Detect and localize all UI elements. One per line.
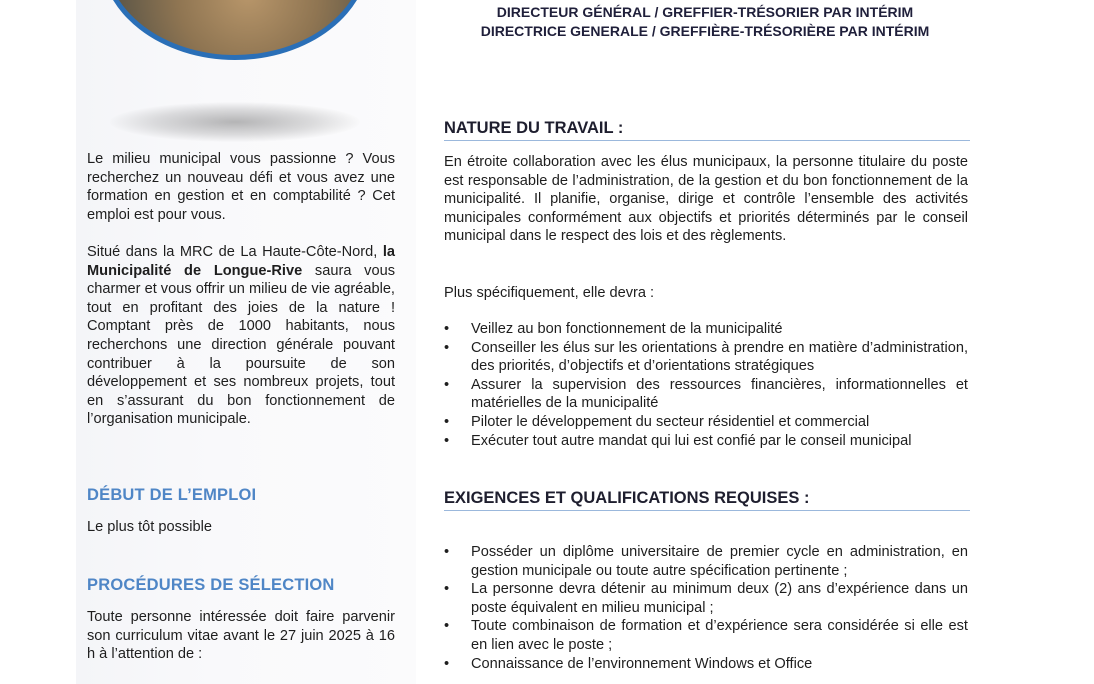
bullet-icon: •	[444, 321, 450, 337]
list-item: • Connaissance de l’environnement Windows et Office	[444, 655, 813, 672]
list-item: • Piloter le développement du secteur résidentiel et commercial	[444, 413, 870, 430]
start-date-text: Le plus tôt possible	[87, 519, 212, 535]
list-item: • Assurer la supervision des ressources financières, informationnelles et matérielles de la municipalité	[444, 376, 968, 412]
list-item: • Toute combinaison de formation et d’expérience sera considérée si elle est en lien avec le poste ;	[444, 618, 968, 653]
nature-paragraph: En étroite collaboration avec les élus municipaux, la personne titulaire du poste est responsable de l’administration, de la gestion et du bon fonctionnement de la municipalité. Il planifie, organise, dirige et contrôle l’ensemble des activités municipales conformément aux objectifs et priorités déterminés par le conseil municipal dans le respect des lois et des règlements.	[444, 154, 968, 245]
bullet-icon: •	[444, 544, 450, 560]
nature-lead: Plus spécifiquement, elle devra :	[444, 285, 655, 301]
location-text-end: saura vous charmer et vous offrir un milieu de vie agréable, tout en profitant des joies de la nature ! Comptant près de 1000 habitants, nous recherchons une direction générale pouvant contribuer à la poursuite de son développement et ses nombreux projets, tout en s’assurant du bon fonctionnement de l’organisation municipale.	[87, 262, 395, 428]
duties-list	[444, 320, 968, 450]
sidebar-location	[87, 243, 395, 429]
job-title-masculine: DIRECTEUR GÉNÉRAL / GREFFIER-TRÉSORIER PAR INTÉRIM	[496, 4, 914, 20]
job-title-header	[440, 3, 970, 41]
photo-shadow	[110, 102, 360, 142]
location-text-start: Situé dans la MRC de La Haute-Côte-Nord,	[87, 244, 383, 260]
bullet-icon: •	[444, 618, 450, 635]
nature-section-title: NATURE DU TRAVAIL :	[444, 119, 970, 141]
requirements-list	[444, 543, 968, 673]
bullet-icon: •	[444, 432, 450, 449]
sidebar-intro: Le milieu municipal vous passionne ? Vous recherchez un nouveau défi et vous avez une formation en gestion et en comptabilité ? Cet emploi est pour vous.	[87, 151, 395, 223]
list-item: • Veillez au bon fonctionnement de la municipalité	[444, 321, 783, 337]
selection-procedures-heading: PROCÉDURES DE SÉLECTION	[87, 576, 335, 594]
bullet-icon: •	[444, 581, 450, 598]
list-item: • Posséder un diplôme universitaire de premier cycle en administration, en gestion municipale ou toute autre spécification pertinente ;	[444, 544, 968, 579]
list-item: • La personne devra détenir au minimum deux (2) ans d’expérience dans un poste équivalent en milieu municipal ;	[444, 581, 968, 616]
bullet-icon: •	[444, 376, 450, 393]
list-item: • Conseiller les élus sur les orientations à prendre en matière d’administration, des priorités, d’objectifs et d’orientations stratégiques	[444, 339, 968, 375]
job-title-feminine: DIRECTRICE GENERALE / GREFFIÈRE-TRÉSORIÈRE PAR INTÉRIM	[480, 23, 930, 39]
municipality-name: la Municipalité de Longue-Rive	[87, 244, 395, 279]
start-date-heading: DÉBUT DE L’EMPLOI	[87, 486, 257, 504]
selection-procedures-text: Toute personne intéressée doit faire parvenir son curriculum vitae avant le 27 juin 2025 à 16 h à l’attention de :	[87, 609, 395, 663]
bullet-icon: •	[444, 339, 450, 356]
requirements-section-title: EXIGENCES ET QUALIFICATIONS REQUISES :	[444, 489, 970, 511]
bullet-icon: •	[444, 413, 450, 430]
list-item: • Exécuter tout autre mandat qui lui est confié par le conseil municipal	[444, 432, 912, 449]
bullet-icon: •	[444, 655, 450, 672]
